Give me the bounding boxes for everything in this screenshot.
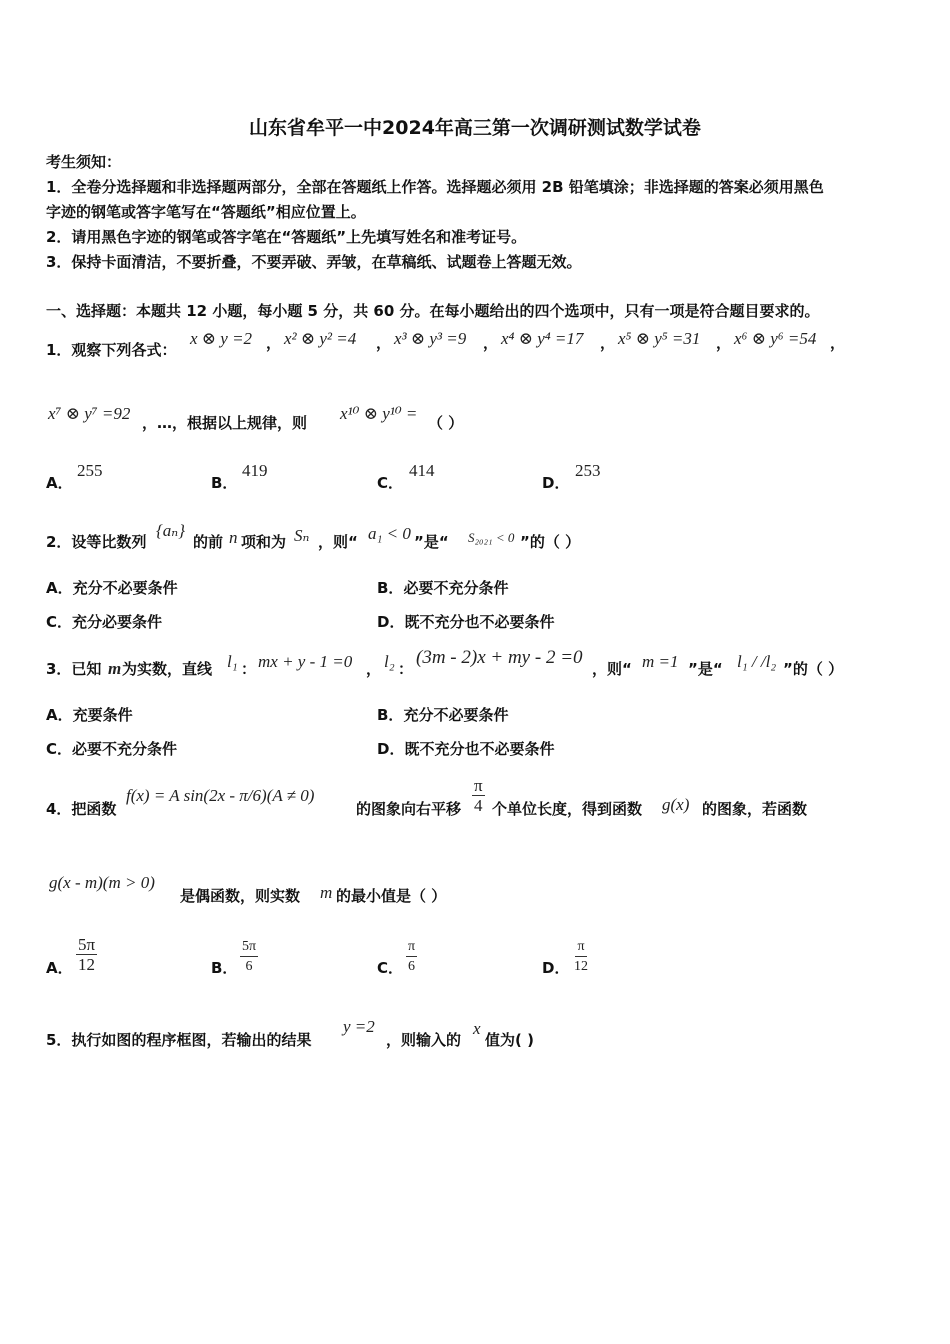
q1-sep1: ，	[266, 334, 282, 352]
q4-g: g(x)	[662, 795, 690, 814]
q1-eq7: x⁷ ⊗ y⁷ =92	[48, 404, 131, 423]
q4-text-3: 个单位长度，得到函数	[492, 800, 643, 818]
q4-text-5: 是偶函数，则实数	[180, 887, 301, 905]
q3-line-1: mx + y - 1 =0	[258, 652, 353, 671]
q1-sep4: ，	[600, 334, 616, 352]
q1-sep3: ，	[483, 334, 499, 352]
page-title: 山东省牟平一中2024年高三第一次调研测试数学试卷	[249, 117, 701, 139]
q5-x: x	[473, 1019, 481, 1038]
q1-option-c-label: C．	[377, 474, 404, 492]
q2-option-d: D．既不充分也不必要条件	[377, 613, 555, 631]
q4-text-4: 的图象，若函数	[702, 800, 808, 818]
section-heading: 一、选择题：本题共 12 小题，每小题 5 分，共 60 分。在每小题给出的四个选项中，只有一项是符合题目要求的。	[46, 302, 820, 320]
q2-condition-2: S₂₀₂₁ < 0	[468, 530, 515, 545]
q1-sep5: ，	[716, 334, 732, 352]
q5-text-1: 5．执行如图的程序框图，若输出的结果	[46, 1031, 312, 1049]
q1-eq5: x⁵ ⊗ y⁵ =31	[618, 329, 701, 348]
q1-option-d-label: D．	[542, 474, 570, 492]
q1-option-d-value: 253	[575, 461, 601, 480]
q2-text-3: 项和为	[241, 533, 287, 551]
q3-text-1: 3．已知	[46, 660, 102, 678]
q3-line-2: (3m - 2)x + my - 2 =0	[416, 647, 583, 668]
q2-condition-1: a₁ < 0	[368, 524, 411, 543]
q1-target: x¹⁰ ⊗ y¹⁰ =	[340, 404, 418, 423]
q3-text-5: ”的（ ）	[783, 660, 844, 678]
q4-function: f(x) = A sin(2x - π/6)(A ≠ 0)	[126, 786, 315, 805]
q1-option-a-value: 255	[77, 461, 103, 480]
q3-text-2: 为实数，直线	[122, 660, 213, 678]
q3-text-4: ”是“	[688, 660, 723, 678]
q2-option-b: B．必要不充分条件	[377, 579, 509, 597]
q5-text-3: 值为( )	[485, 1031, 534, 1049]
q1-eq4: x⁴ ⊗ y⁴ =17	[501, 329, 584, 348]
q2-n: n	[229, 528, 238, 547]
q1-sep2: ，	[376, 334, 392, 352]
q4-expression: g(x - m)(m > 0)	[49, 873, 155, 892]
q4-option-d-label: D．	[542, 959, 570, 977]
q4-option-a-value: $\frac{5\pi}{12}$	[78, 935, 96, 974]
q1-eq6: x⁶ ⊗ y⁶ =54	[734, 329, 817, 348]
q4-option-a-label: A．	[46, 959, 73, 977]
q1-eq3: x³ ⊗ y³ =9	[394, 329, 467, 348]
q1-option-b-value: 419	[242, 461, 268, 480]
q2-option-a: A．充分不必要条件	[46, 579, 178, 597]
q1-sep6: ，	[830, 334, 846, 352]
q1-paren: （ ）	[428, 414, 464, 432]
q3-comma: ，	[366, 660, 382, 678]
q3-option-d: D．既不充分也不必要条件	[377, 740, 555, 758]
notice-line-1a: 1．全卷分选择题和非选择题两部分，全部在答题纸上作答。选择题必须用 2B 铅笔填涂；非选择题的答案必须用黑色	[46, 178, 824, 196]
q3-colon-2: ：	[398, 660, 414, 678]
q2-text-4: ，则“	[318, 533, 358, 551]
q1-eq2: x² ⊗ y² =4	[284, 329, 357, 348]
q1-option-a-label: A．	[46, 474, 73, 492]
notice-line-2: 2．请用黑色字迹的钢笔或答字笔在“答题纸”上先填写姓名和准考证号。	[46, 228, 527, 246]
q4-shift: $\frac{\pi}{4}$	[474, 776, 483, 815]
q3-text-3: ，则“	[592, 660, 632, 678]
q3-option-c: C．必要不充分条件	[46, 740, 178, 758]
q4-text-2: 的图象向右平移	[356, 800, 462, 818]
q3-l2: l₂	[384, 652, 395, 671]
notice-heading: 考生须知：	[46, 153, 122, 171]
q1-option-c-value: 414	[409, 461, 435, 480]
notice-line-1b: 字迹的钢笔或答字笔写在“答题纸”相应位置上。	[46, 203, 366, 221]
q4-option-d-value: $\frac{\pi}{12}$	[574, 939, 588, 974]
q1-lead: 1．观察下列各式：	[46, 341, 177, 359]
q2-text-2: 的前	[193, 533, 224, 551]
q5-y: y =2	[343, 1017, 375, 1036]
q2-text-6: ”的（ ）	[520, 533, 581, 551]
q2-sequence: {aₙ}	[156, 521, 185, 540]
q2-text-5: ”是“	[414, 533, 449, 551]
q4-option-c-value: $\frac{\pi}{6}$	[408, 939, 416, 974]
q4-text-6: 的最小值是（ ）	[336, 887, 447, 905]
q3-option-a: A．充要条件	[46, 706, 133, 724]
q4-option-b-value: $\frac{5\pi}{6}$	[242, 939, 257, 974]
notice-line-3: 3．保持卡面清洁，不要折叠，不要弄破、弄皱，在草稿纸、试题卷上答题无效。	[46, 253, 582, 271]
q4-option-c-label: C．	[377, 959, 404, 977]
q5-text-2: ，则输入的	[386, 1031, 462, 1049]
q3-condition-2: l₁ / /l₂	[737, 652, 777, 671]
q3-condition-1: m =1	[642, 652, 679, 671]
q4-option-b-label: B．	[211, 959, 238, 977]
q2-sn: Sₙ	[294, 526, 310, 545]
q2-option-c: C．充分必要条件	[46, 613, 163, 631]
q1-eq1: x ⊗ y =2	[190, 329, 253, 348]
q1-continuation: ，…，根据以上规律，则	[142, 414, 308, 432]
q4-text-1: 4．把函数	[46, 800, 117, 818]
q4-m: m	[320, 883, 333, 902]
q3-option-b: B．充分不必要条件	[377, 706, 509, 724]
q2-text-1: 2．设等比数列	[46, 533, 147, 551]
q1-option-b-label: B．	[211, 474, 238, 492]
q3-m: m	[108, 659, 122, 678]
q3-l1: l₁	[227, 652, 238, 671]
q3-colon-1: ：	[241, 660, 257, 678]
